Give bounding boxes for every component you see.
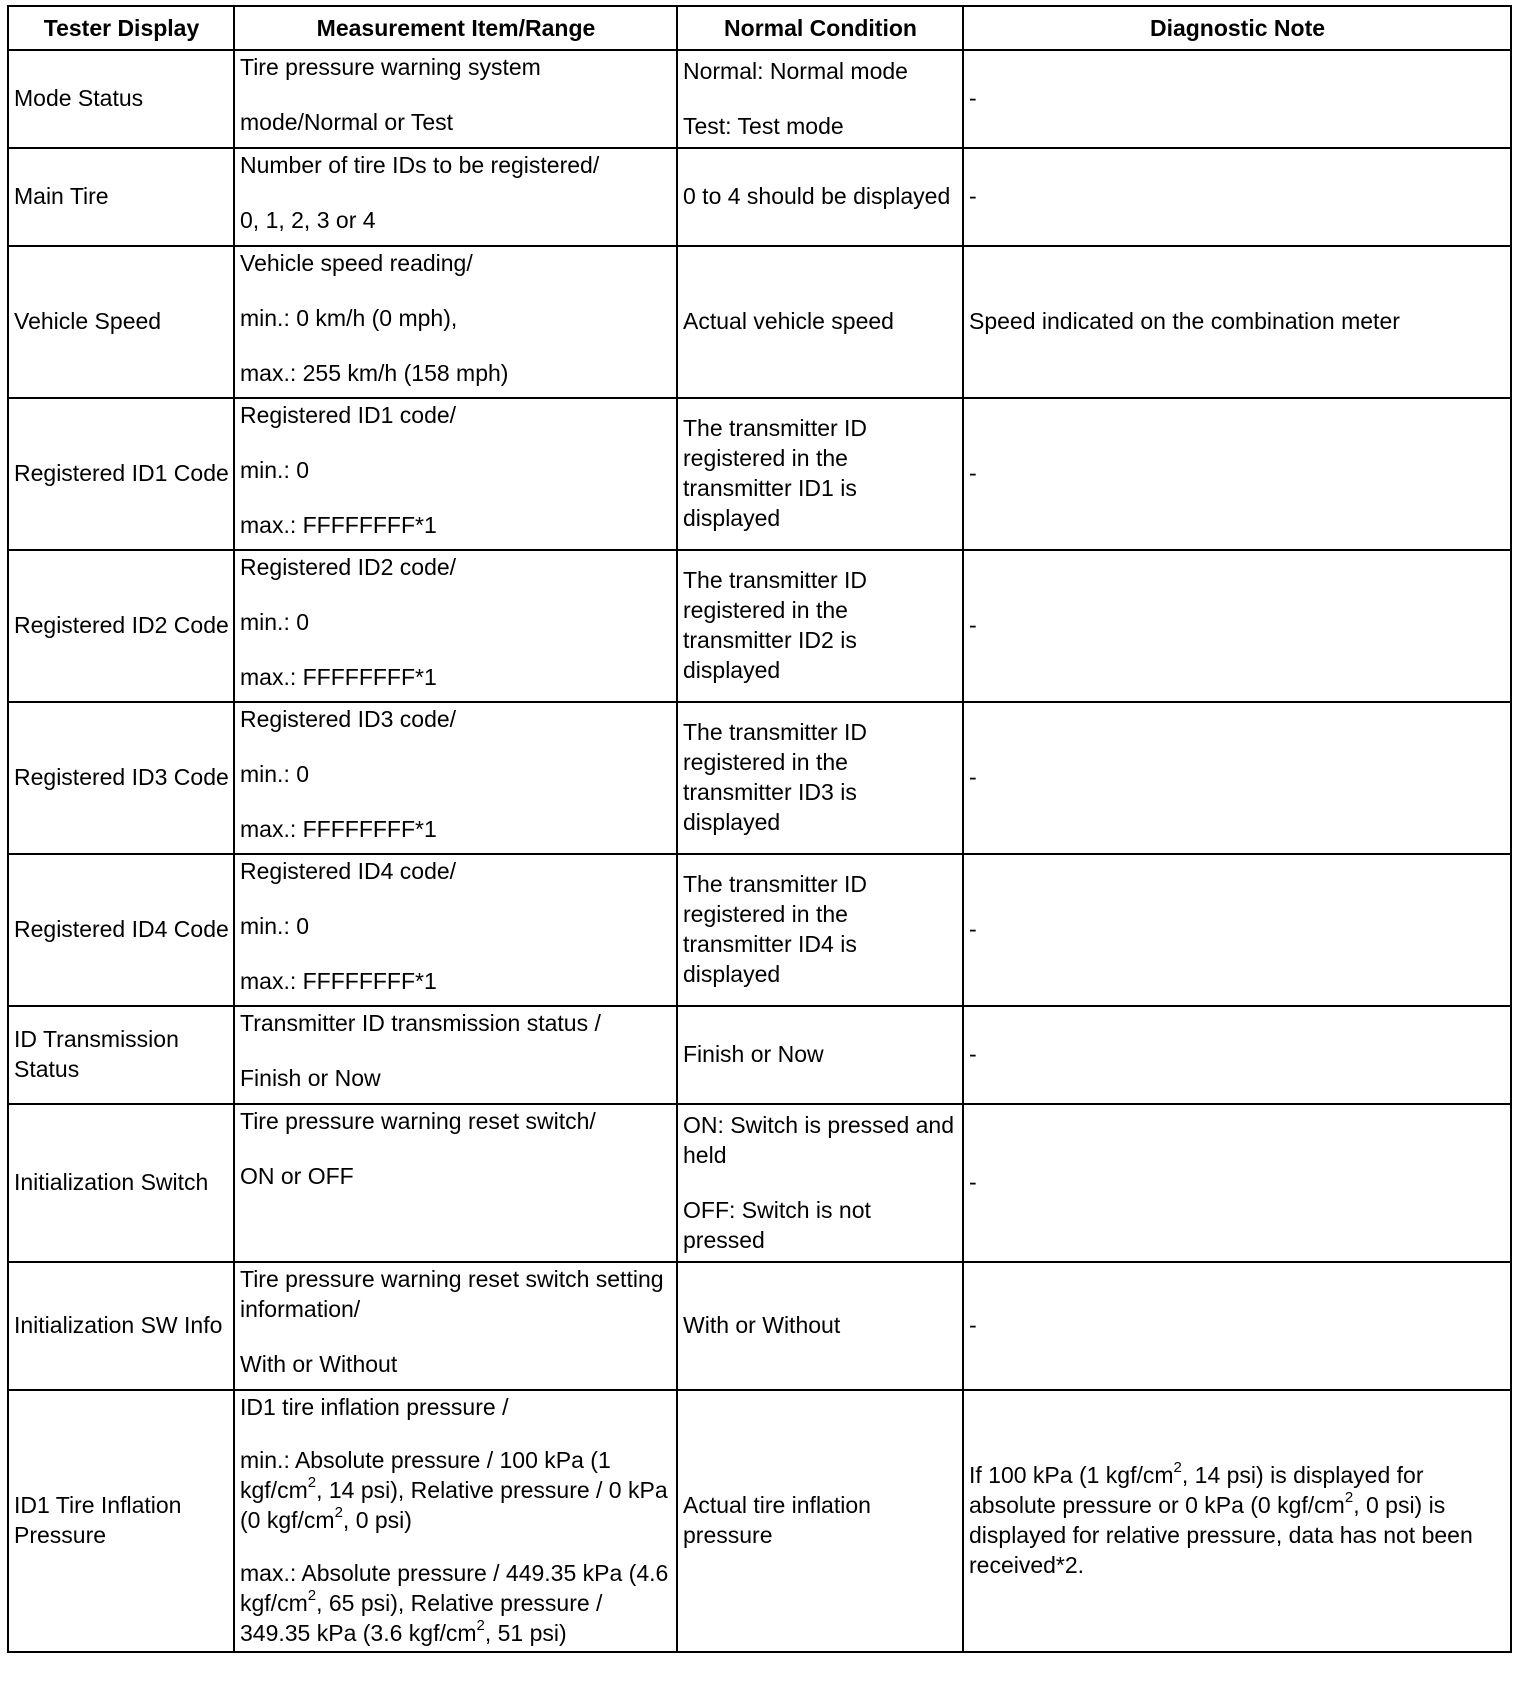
table-row (8, 50, 1511, 148)
range-line: max.: FFFFFFFF*1 (240, 512, 437, 538)
normal-condition-line: Finish or Now (683, 1041, 824, 1067)
range-line: min.: 0 (240, 457, 310, 483)
normal-condition-cell (677, 1104, 963, 1262)
normal-condition-line: Test: Test mode (683, 112, 844, 139)
normal-condition-cell (677, 246, 963, 398)
tester-display-cell: Initialization SW Info (8, 1262, 234, 1390)
range-line: min.: 0 (240, 761, 310, 787)
range-line: max.: 255 km/h (158 mph) (240, 360, 509, 386)
table-row (8, 1390, 1511, 1652)
diagnostic-note-cell: - (963, 50, 1511, 148)
normal-condition-line: ON: Switch is pressed and held (683, 1111, 955, 1168)
table-row (8, 246, 1511, 398)
range-line: ID1 tire inflation pressure / (240, 1394, 509, 1420)
normal-condition-cell (677, 702, 963, 854)
diagnostic-note-cell: - (963, 550, 1511, 702)
normal-condition-cell (677, 550, 963, 702)
normal-condition-cell (677, 398, 963, 550)
header-measurement-item: Measurement Item/Range (234, 6, 677, 50)
diagnostic-note-cell: - (963, 1006, 1511, 1104)
table-row (8, 1104, 1511, 1262)
data-list-table (7, 5, 1512, 1653)
table-row (8, 398, 1511, 550)
range-line: Tire pressure warning system (240, 54, 541, 80)
normal-condition-line: 0 to 4 should be displayed (683, 183, 951, 209)
tester-display-cell: Initialization Switch (8, 1104, 234, 1262)
range-line: min.: Absolute pressure / 100 kPa (1 kgf/$cm^2$, 14 psi), Relative pressure / 0 kPa (0 kgf/$cm^2$, 0 psi) (240, 1447, 668, 1533)
measurement-range-cell (234, 1006, 677, 1104)
diagnostic-note-cell: - (963, 1104, 1511, 1262)
measurement-range-cell (234, 50, 677, 148)
range-line: min.: 0 (240, 609, 310, 635)
normal-condition-line: The transmitter ID registered in the transmitter ID4 is displayed (683, 871, 868, 987)
measurement-range-cell (234, 1262, 677, 1390)
header-diagnostic-note: Diagnostic Note (963, 6, 1511, 50)
measurement-range-cell (234, 854, 677, 1006)
measurement-range-cell (234, 550, 677, 702)
tester-display-cell: Main Tire (8, 148, 234, 246)
tester-display-cell: Registered ID2 Code (8, 550, 234, 702)
range-line: ON or OFF (240, 1163, 354, 1189)
measurement-range-cell (234, 148, 677, 246)
range-line: Tire pressure warning reset switch setting information/ (240, 1266, 664, 1322)
measurement-range-cell (234, 702, 677, 854)
header-normal-condition: Normal Condition (677, 6, 963, 50)
range-line: max.: Absolute pressure / 449.35 kPa (4.6 kgf/$cm^2$, 65 psi), Relative pressure / 349.35 kPa (3.6 kgf/$cm^2$, 51 psi) (240, 1560, 669, 1646)
range-line: mode/Normal or Test (240, 109, 454, 135)
measurement-range-cell (234, 1390, 677, 1652)
header-tester-display: Tester Display (8, 6, 234, 50)
range-line: Vehicle speed reading/ (240, 250, 473, 276)
table-row (8, 550, 1511, 702)
table-row (8, 1262, 1511, 1390)
normal-condition-line: The transmitter ID registered in the transmitter ID2 is displayed (683, 567, 868, 683)
tester-display-cell: ID Transmission Status (8, 1006, 234, 1104)
diagnostic-note-cell: - (963, 702, 1511, 854)
normal-condition-line: The transmitter ID registered in the transmitter ID1 is displayed (683, 415, 868, 531)
normal-condition-cell (677, 50, 963, 148)
diagnostic-note-cell: - (963, 854, 1511, 1006)
range-line: Transmitter ID transmission status / (240, 1010, 601, 1036)
range-line: Tire pressure warning reset switch/ (240, 1108, 596, 1134)
diagnostic-note-cell: - (963, 1262, 1511, 1390)
normal-condition-cell: Actual tire inflation pressure (677, 1390, 963, 1652)
tester-display-cell: Vehicle Speed (8, 246, 234, 398)
normal-condition-cell (677, 854, 963, 1006)
table-row (8, 1006, 1511, 1104)
range-line: Finish or Now (240, 1065, 381, 1091)
diagnostic-note-cell: - (963, 148, 1511, 246)
normal-condition-line: The transmitter ID registered in the transmitter ID3 is displayed (683, 719, 868, 835)
range-line: max.: FFFFFFFF*1 (240, 664, 437, 690)
normal-condition-line: Actual vehicle speed (683, 308, 894, 334)
normal-condition-line: Normal: Normal mode (683, 57, 908, 84)
normal-condition-cell (677, 1006, 963, 1104)
table-row (8, 854, 1511, 1006)
diagnostic-note-cell: If 100 kPa (1 kgf/$cm^2$, 14 psi) is displayed for absolute pressure or 0 kPa (0 kgf/$cm^2$, 0 psi) is displayed for relative pressure, data has not been received*2. (963, 1390, 1511, 1652)
range-line: Registered ID2 code/ (240, 554, 457, 580)
table-row (8, 702, 1511, 854)
range-line: With or Without (240, 1351, 398, 1377)
range-line: Number of tire IDs to be registered/ (240, 152, 600, 178)
range-line: min.: 0 km/h (0 mph), (240, 305, 458, 331)
measurement-range-cell (234, 398, 677, 550)
normal-condition-line: With or Without (683, 1312, 841, 1338)
table-row (8, 148, 1511, 246)
measurement-range-cell (234, 246, 677, 398)
tester-display-cell: ID1 Tire Inflation Pressure (8, 1390, 234, 1652)
range-line: max.: FFFFFFFF*1 (240, 816, 437, 842)
normal-condition-line: OFF: Switch is not pressed (683, 1196, 871, 1253)
normal-condition-cell (677, 148, 963, 246)
range-line: Registered ID1 code/ (240, 402, 457, 428)
range-line: Registered ID3 code/ (240, 706, 457, 732)
tester-display-cell: Registered ID4 Code (8, 854, 234, 1006)
tester-display-cell: Mode Status (8, 50, 234, 148)
diagnostic-note-cell: Speed indicated on the combination meter (963, 246, 1511, 398)
tester-display-cell: Registered ID3 Code (8, 702, 234, 854)
header-row (8, 6, 1511, 50)
normal-condition-cell (677, 1262, 963, 1390)
range-line: min.: 0 (240, 913, 310, 939)
range-line: 0, 1, 2, 3 or 4 (240, 207, 376, 233)
range-line: Registered ID4 code/ (240, 858, 457, 884)
tester-display-cell: Registered ID1 Code (8, 398, 234, 550)
diagnostic-note-cell: - (963, 398, 1511, 550)
measurement-range-cell (234, 1104, 677, 1262)
range-line: max.: FFFFFFFF*1 (240, 968, 437, 994)
